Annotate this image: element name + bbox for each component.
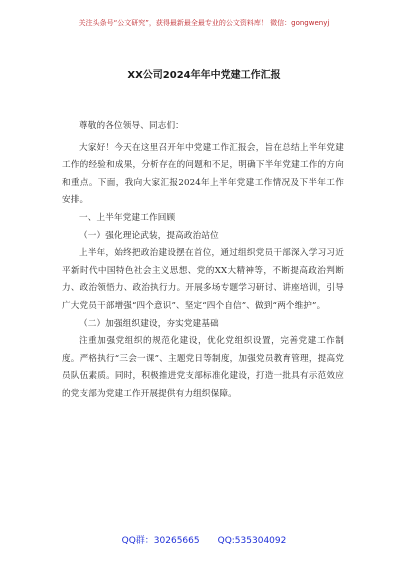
qq-number-label: QQ:535304092 xyxy=(217,536,287,546)
document-body xyxy=(62,118,344,404)
qq-group-label: QQ群：30265665 xyxy=(121,536,200,546)
section-heading: 一、上半年党建工作回顾 xyxy=(79,212,176,223)
intro-paragraph: 大家好！今天在这里召开年中党建工作汇报会，旨在总结上半年党建工作的经验和成果，分析存在的问题和不足，明确下半年党建工作的方向和重点。下面，我向大家汇报2024年上半年党建工作情况及下半年工作安排。 xyxy=(62,142,344,206)
header-banner: 关注头条号“公文研究”，获得最新最全最专业的公文资料库！ 微信：gongwenyj xyxy=(78,19,330,27)
subsection-heading-1: （一）强化理论武装，提高政治站位 xyxy=(79,230,219,241)
subsection-paragraph-1: 上半年，始终把政治建设摆在首位，通过组织党员干部深入学习习近平新时代中国特色社会主义思想、党的XX大精神等，不断提高政治判断力、政治领悟力、政治执行力。开展多场专题学习研讨、讲座培训，引导广大党员干部增强“四个意识”、坚定“四个自信”、做到“两个维护”。 xyxy=(62,248,344,311)
subsection-paragraph-2: 注重加强党组织的规范化建设，优化党组织设置，完善党建工作制度。严格执行“三会一课”、主题党日等制度，加强党员教育管理，提高党员队伍素质。同时，积极推进党支部标准化建设，打造一批具有示范效应的党支部为党建工作开展提供有力组织保障。 xyxy=(62,336,344,399)
document-title: XX公司2024年年中党建工作汇报 xyxy=(127,70,281,81)
footer-contact xyxy=(0,533,408,546)
subsection-heading-2: （二）加强组织建设，夯实党建基础 xyxy=(79,318,219,329)
greeting: 尊敬的各位领导、同志们： xyxy=(79,121,184,131)
